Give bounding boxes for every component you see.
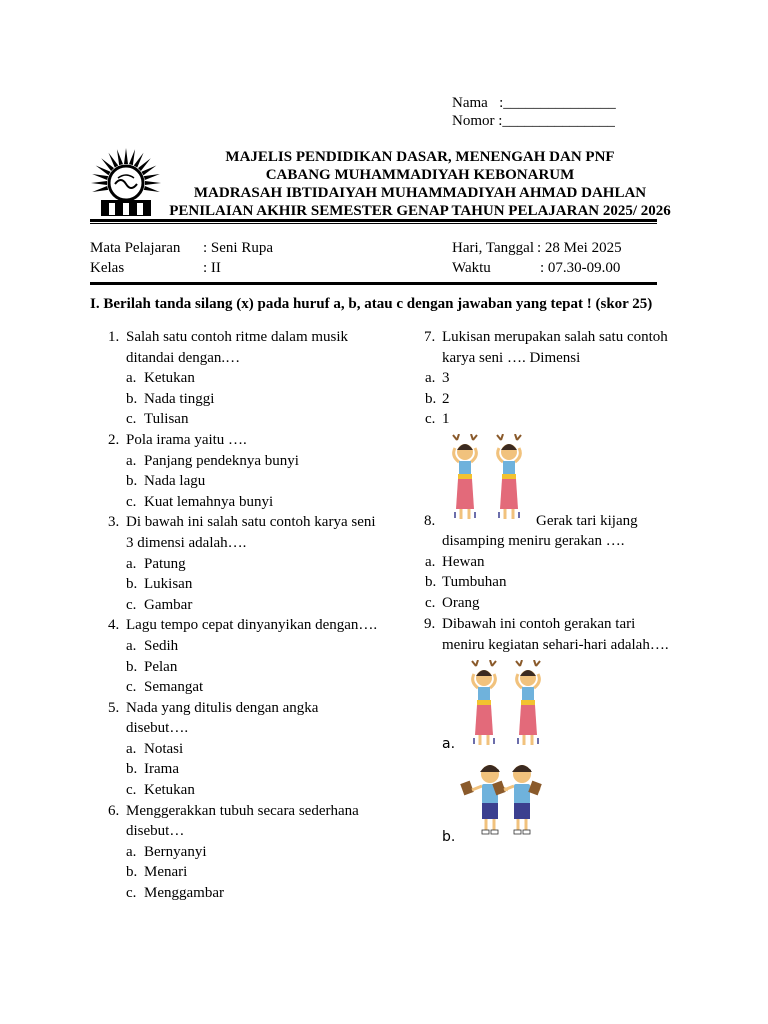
option-6a[interactable] (90, 842, 380, 863)
question-text-line1: Dibawah ini contoh gerakan tari (442, 616, 636, 632)
name-field-line: Nama :_______________ (452, 95, 616, 111)
question-text-line2: meniru kegiatan sehari-hari adalah…. (442, 636, 669, 653)
option-text: Menari (144, 864, 188, 881)
muhammadiyah-logo-icon (91, 148, 161, 218)
section-instruction: I. Berilah tanda silang (x) pada huruf a, b, atau c dengan jawaban yang tepat ! (skor 25) (90, 296, 653, 312)
question-6 (90, 801, 380, 842)
time-label: Waktu (452, 260, 491, 276)
option-letter: c. (126, 411, 137, 428)
option-3c[interactable] (90, 595, 380, 616)
question-number: 6. (108, 802, 120, 819)
option-text: Menggambar (144, 885, 224, 902)
option-4a[interactable] (90, 636, 380, 657)
option-1b[interactable] (90, 389, 380, 410)
option-text: Tumbuhan (442, 574, 507, 591)
question-number: 3. (108, 514, 120, 531)
question-text-line2: disamping meniru gerakan …. (442, 533, 625, 549)
option-text: Nada tinggi (144, 390, 215, 407)
option-letter: b. (425, 574, 437, 591)
option-3b[interactable] (90, 574, 380, 595)
date-label: Hari, Tanggal (452, 240, 534, 256)
header-exam-title: PENILAIAN AKHIR SEMESTER GENAP TAHUN PELAJARAN 2025/ 2026 (169, 203, 671, 219)
date-value: : 28 Mei 2025 (537, 240, 622, 256)
option-text: Nada lagu (144, 473, 206, 490)
question-number: 4. (108, 617, 120, 634)
option-letter: c. (126, 782, 137, 799)
header-school: MADRASAH IBTIDAIYAH MUHAMMADIYAH AHMAD DAHLAN (193, 185, 647, 201)
question-9 (408, 614, 708, 635)
option-text: Ketukan (144, 370, 195, 387)
option-letter: a. (126, 740, 137, 757)
info-divider (90, 282, 657, 285)
question-text: Menggerakkan tubuh secara sederhana disebut… (126, 802, 359, 840)
option-letter: c. (425, 594, 436, 611)
header-divider-thick (90, 219, 657, 222)
question-2 (90, 430, 380, 451)
option-7a[interactable] (408, 368, 708, 389)
option-8c[interactable] (408, 593, 708, 614)
time-value: : 07.30-09.00 (540, 260, 621, 276)
option-9b-letter[interactable]: b. (442, 829, 456, 845)
option-text: Hewan (442, 553, 485, 570)
header-branch: CABANG MUHAMMADIYAH KEBONARUM (265, 167, 575, 183)
girls-dance-option-image (460, 760, 556, 840)
option-text: Pelan (144, 658, 178, 675)
option-text: Sedih (144, 637, 179, 654)
question-text: Lagu tempo cepat dinyanyikan dengan…. (126, 617, 378, 634)
option-5b[interactable] (90, 759, 380, 780)
option-1a[interactable] (90, 368, 380, 389)
option-4b[interactable] (90, 657, 380, 678)
option-letter: b. (126, 390, 138, 407)
question-number: 9. (424, 616, 436, 632)
option-text: Irama (144, 761, 179, 778)
question-7 (408, 327, 708, 348)
question-number: 7. (424, 329, 436, 345)
option-letter: c. (126, 493, 137, 510)
questions-left-column (90, 327, 380, 904)
question-text-line2: karya seni …. Dimensi (442, 349, 581, 366)
question-number: 1. (108, 329, 120, 345)
option-letter: c. (126, 885, 137, 902)
option-text: 2 (442, 390, 450, 407)
option-letter: b. (126, 576, 138, 593)
option-letter: b. (126, 658, 138, 675)
question-text: Di bawah ini salah satu contoh karya seni 3 dimensi adalah…. (126, 514, 376, 551)
option-letter: c. (126, 679, 137, 696)
question-text: Salah satu contoh ritme dalam musik ditandai dengan.… (126, 329, 349, 366)
header-council: MAJELIS PENDIDIKAN DASAR, MENENGAH DAN PNF (225, 149, 615, 165)
question-9-block (408, 614, 708, 655)
deer-dance-option-image (462, 660, 552, 752)
header-divider-thin (90, 223, 657, 224)
option-letter: a. (126, 370, 137, 387)
option-text: Kuat lemahnya bunyi (144, 493, 274, 510)
option-letter: a. (126, 843, 137, 860)
question-4 (90, 615, 380, 636)
option-text: Bernyanyi (144, 843, 207, 860)
option-text: Orang (442, 594, 480, 611)
option-2a[interactable] (90, 451, 380, 472)
option-2b[interactable] (90, 471, 380, 492)
question-5 (90, 698, 380, 739)
option-9a-letter[interactable]: a. (442, 736, 456, 752)
option-text: Gambar (144, 596, 193, 613)
class-value: : II (203, 260, 221, 276)
option-text: Tulisan (144, 411, 189, 428)
option-letter: a. (126, 637, 137, 654)
option-letter: c. (126, 596, 137, 613)
class-label: Kelas (90, 260, 125, 276)
option-letter: b. (126, 864, 138, 881)
option-letter: b. (425, 390, 437, 407)
option-letter: a. (126, 452, 137, 469)
option-7c[interactable] (408, 409, 708, 430)
option-text: Notasi (144, 740, 184, 757)
question-8-number: 8. (424, 513, 436, 529)
question-number: 5. (108, 699, 120, 716)
question-8-text: Gerak tari kijang (536, 513, 638, 529)
question-text: Nada yang ditulis dengan angka disebut…. (126, 699, 319, 737)
option-letter: a. (425, 553, 436, 570)
deer-dance-illustration (443, 434, 533, 526)
option-5a[interactable] (90, 739, 380, 760)
question-7-block (408, 327, 708, 430)
option-4c[interactable] (90, 677, 380, 698)
question-8-block (408, 531, 708, 613)
subject-value: : Seni Rupa (203, 240, 273, 256)
option-letter: c. (425, 411, 436, 428)
number-field-line: Nomor :_______________ (452, 113, 615, 129)
option-2c[interactable] (90, 492, 380, 513)
option-text: 3 (442, 370, 450, 387)
option-8a[interactable] (408, 552, 708, 573)
question-text: Pola irama yaitu …. (126, 431, 247, 448)
option-8b[interactable] (408, 572, 708, 593)
option-7b[interactable] (408, 389, 708, 410)
option-letter: a. (425, 370, 436, 387)
option-text: 1 (442, 411, 450, 428)
option-text: Panjang pendeknya bunyi (144, 452, 299, 469)
option-1c[interactable] (90, 409, 380, 430)
subject-label: Mata Pelajaran (90, 240, 181, 256)
option-6c[interactable] (90, 883, 380, 904)
option-text: Semangat (144, 679, 204, 696)
option-letter: b. (126, 473, 138, 490)
option-letter: b. (126, 761, 138, 778)
question-text-line1: Lukisan merupakan salah satu contoh (442, 329, 668, 345)
option-text: Patung (144, 555, 186, 572)
question-number: 2. (108, 431, 120, 448)
option-3a[interactable] (90, 554, 380, 575)
question-3 (90, 512, 380, 553)
option-5c[interactable] (90, 780, 380, 801)
option-text: Ketukan (144, 782, 195, 799)
question-1 (90, 327, 380, 368)
option-6b[interactable] (90, 862, 380, 883)
option-letter: a. (126, 555, 137, 572)
option-text: Lukisan (144, 576, 193, 593)
